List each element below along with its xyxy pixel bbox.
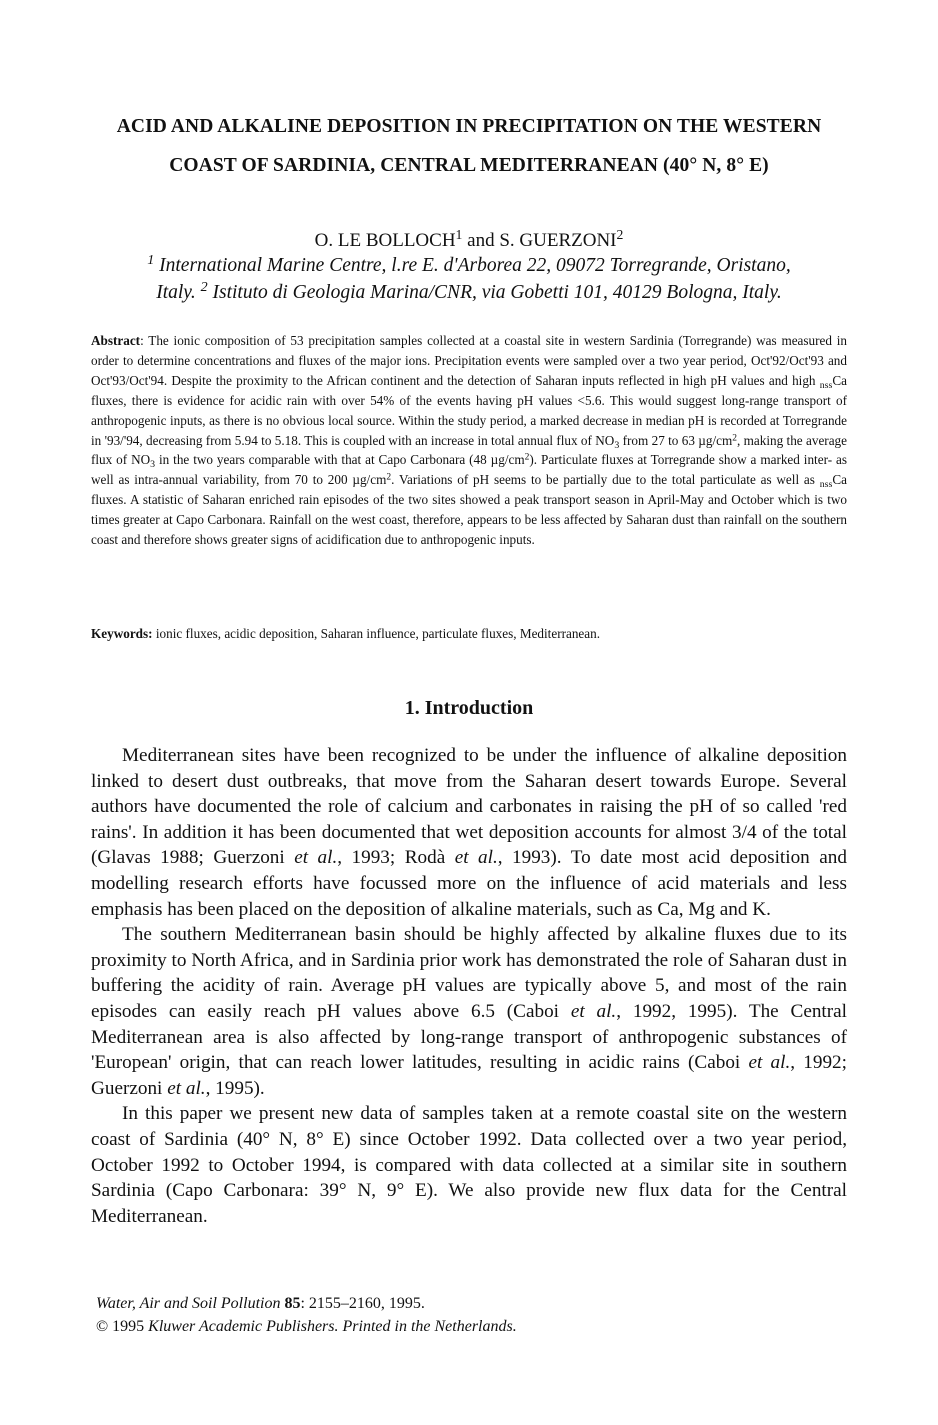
intro-paragraph-2	[91, 922, 847, 1101]
intro-etal: et al.	[454, 847, 498, 869]
abstract-sup-1: 2	[732, 432, 737, 443]
affiliation-line-2	[60, 278, 878, 304]
intro-etal: et al.	[748, 1052, 791, 1074]
title-line-1: ACID AND ALKALINE DEPOSITION IN PRECIPITATION ON THE WESTERN	[116, 116, 822, 137]
affiliation-mark-1: 1	[147, 251, 155, 268]
intro-p1-text-b: , 1993; Rodà	[337, 847, 455, 869]
citation-line	[96, 1293, 517, 1316]
author-joiner: and	[462, 230, 500, 251]
abstract-nss-1: nss	[819, 379, 833, 391]
intro-p2-text-c: , 1992; Guerzoni	[91, 1052, 847, 1099]
abstract-text-3: from 27 to 63 µg/cm	[619, 432, 733, 448]
author-2-mark: 2	[616, 227, 624, 243]
intro-p1-text-c: , 1993). To date most acid deposition and modelling research efforts have focussed more on the influence of acid materials and less emphasis has been placed on the deposition of alkaline materials, such as Ca, Mg and K.	[91, 847, 847, 920]
abstract-text-2: Ca fluxes, there is evidence for acidic rain with over 54% of the events having pH values <5.6. This would suggest long-range transport of anthropogenic inputs, as there is no obvious local source. Within the study period, a marked decrease in median pH is recorded at Torregrande in '93/'94, decreasing from 5.94 to 5.18. This is coupled with an increase in total annual flux of NO	[91, 372, 847, 448]
journal-pages: : 2155–2160, 1995.	[300, 1295, 425, 1312]
abstract-text-6: ). Particulate fluxes at Torregrande show a marked inter- as well as intra-annual variability, from 70 to 200 µg/cm	[91, 452, 847, 488]
keywords	[91, 624, 847, 644]
author-2: S. GUERZONI	[499, 230, 617, 251]
abstract-nss-2: nss	[819, 479, 833, 491]
affiliation-2-text: Istituto di Geologia Marina/CNR, via Gobetti 101, 40129 Bologna, Italy.	[212, 282, 782, 303]
abstract-sub-no3-2: 3	[150, 459, 156, 471]
author-1-mark: 1	[455, 227, 463, 243]
intro-etal: et al.	[570, 1000, 617, 1022]
abstract-sub-no3-1: 3	[614, 439, 620, 451]
intro-etal: et al.	[167, 1077, 206, 1099]
publisher-text: Kluwer Academic Publishers. Printed in the Netherlands.	[148, 1317, 517, 1335]
author-1: O. LE BOLLOCH	[314, 230, 456, 251]
intro-paragraph-3: In this paper we present new data of samples taken at a remote coastal site on the western coast of Sardinia (40° N, 8° E) since October 1992. Data collected over a two year period, October 1992 to October 1994, is compared with data collected at a similar site in southern Sardinia (Capo Carbonara: 39° N, 9° E). We also provide new flux data for the Central Mediterranean.	[91, 1103, 847, 1227]
intro-p2-text-d: , 1995).	[205, 1077, 265, 1099]
abstract-label: Abstract	[91, 333, 141, 348]
abstract-text-7: . Variations of pH seems to be partially due to the total particulate as well as	[391, 472, 820, 488]
keywords-label: Keywords:	[91, 626, 153, 641]
abstract-text-5: in the two years comparable with that at Capo Carbonara (48 µg/cm	[155, 452, 525, 468]
intro-etal: et al.	[294, 847, 338, 869]
introduction-body	[91, 743, 847, 1229]
title-line-2: COAST OF SARDINIA, CENTRAL MEDITERRANEAN (40° N, 8° E)	[169, 155, 769, 176]
affiliation-1-text: International Marine Centre, l.re E. d'Arborea 22, 09072 Torregrande, Oristano,	[159, 255, 791, 276]
journal-footer	[96, 1293, 517, 1338]
intro-p1-text-a: Mediterranean sites have been recognized to be under the influence of alkaline deposition linked to desert dust outbreaks, that move from the Saharan desert towards Europe. Several authors have documented the role of calcium and carbonates in raising the pH of so called 'red rains'. In addition it has been documented that wet deposition accounts for almost 3/4 of the total (Glavas 1988; Guerzoni	[91, 745, 847, 869]
copyright-text: © 1995	[96, 1317, 149, 1335]
intro-p2-text-a: The southern Mediterranean basin should be highly affected by alkaline fluxes due to its proximity to North Africa, and in Sardinia prior work has demonstrated the role of Saharan dust in buffering the acidity of rain. Average pH values are typically above 5, and most of the rain episodes can easily reach pH values above 6.5 (Caboi	[91, 924, 847, 1022]
authors	[0, 227, 938, 252]
abstract-sup-3: 2	[386, 472, 392, 483]
intro-p2-text-b: , 1992, 1995). The Central Mediterranean area is also affected by long-range transport of anthropogenic substances of 'European' origin, that can reach lower latitudes, resulting in acidic rains (Caboi	[91, 1000, 847, 1074]
abstract	[91, 331, 847, 550]
abstract-text-8: Ca fluxes. A statistic of Saharan enriched rain episodes of the two sites showed a peak transport season in April-May and October which is two times greater at Capo Carbonara. Rainfall on the west coast, therefore, appears to be less affected by Saharan dust than rainfall on the southern coast and therefore shows greater signs of acidification due to anthropogenic inputs.	[91, 472, 847, 548]
abstract-text-4: , making the average flux of NO	[91, 432, 848, 468]
abstract-sup-2: 2	[524, 452, 530, 463]
intro-paragraph-1	[91, 743, 847, 922]
affiliation-1-country: Italy.	[156, 282, 196, 303]
journal-name: Water, Air and Soil Pollution	[96, 1295, 281, 1312]
section-heading: 1. Introduction	[404, 697, 534, 719]
affiliation-line-1	[60, 251, 878, 277]
abstract-text-1: : The ionic composition of 53 precipitation samples collected at a coastal site in western Sardinia (Torregrande) was measured in order to determine concentrations and fluxes of the major ions. Precipitation events were sampled over a two year period, Oct'92/Oct'93 and Oct'93/Oct'94. Despite the proximity to the African continent and the detection of Saharan inputs reflected in high pH values and high	[91, 333, 847, 388]
keywords-text: ionic fluxes, acidic deposition, Saharan influence, particulate fluxes, Mediterranean.	[152, 626, 601, 641]
affiliation-mark-2: 2	[200, 278, 208, 295]
journal-volume: 85	[284, 1295, 301, 1312]
copyright-line	[96, 1316, 517, 1339]
